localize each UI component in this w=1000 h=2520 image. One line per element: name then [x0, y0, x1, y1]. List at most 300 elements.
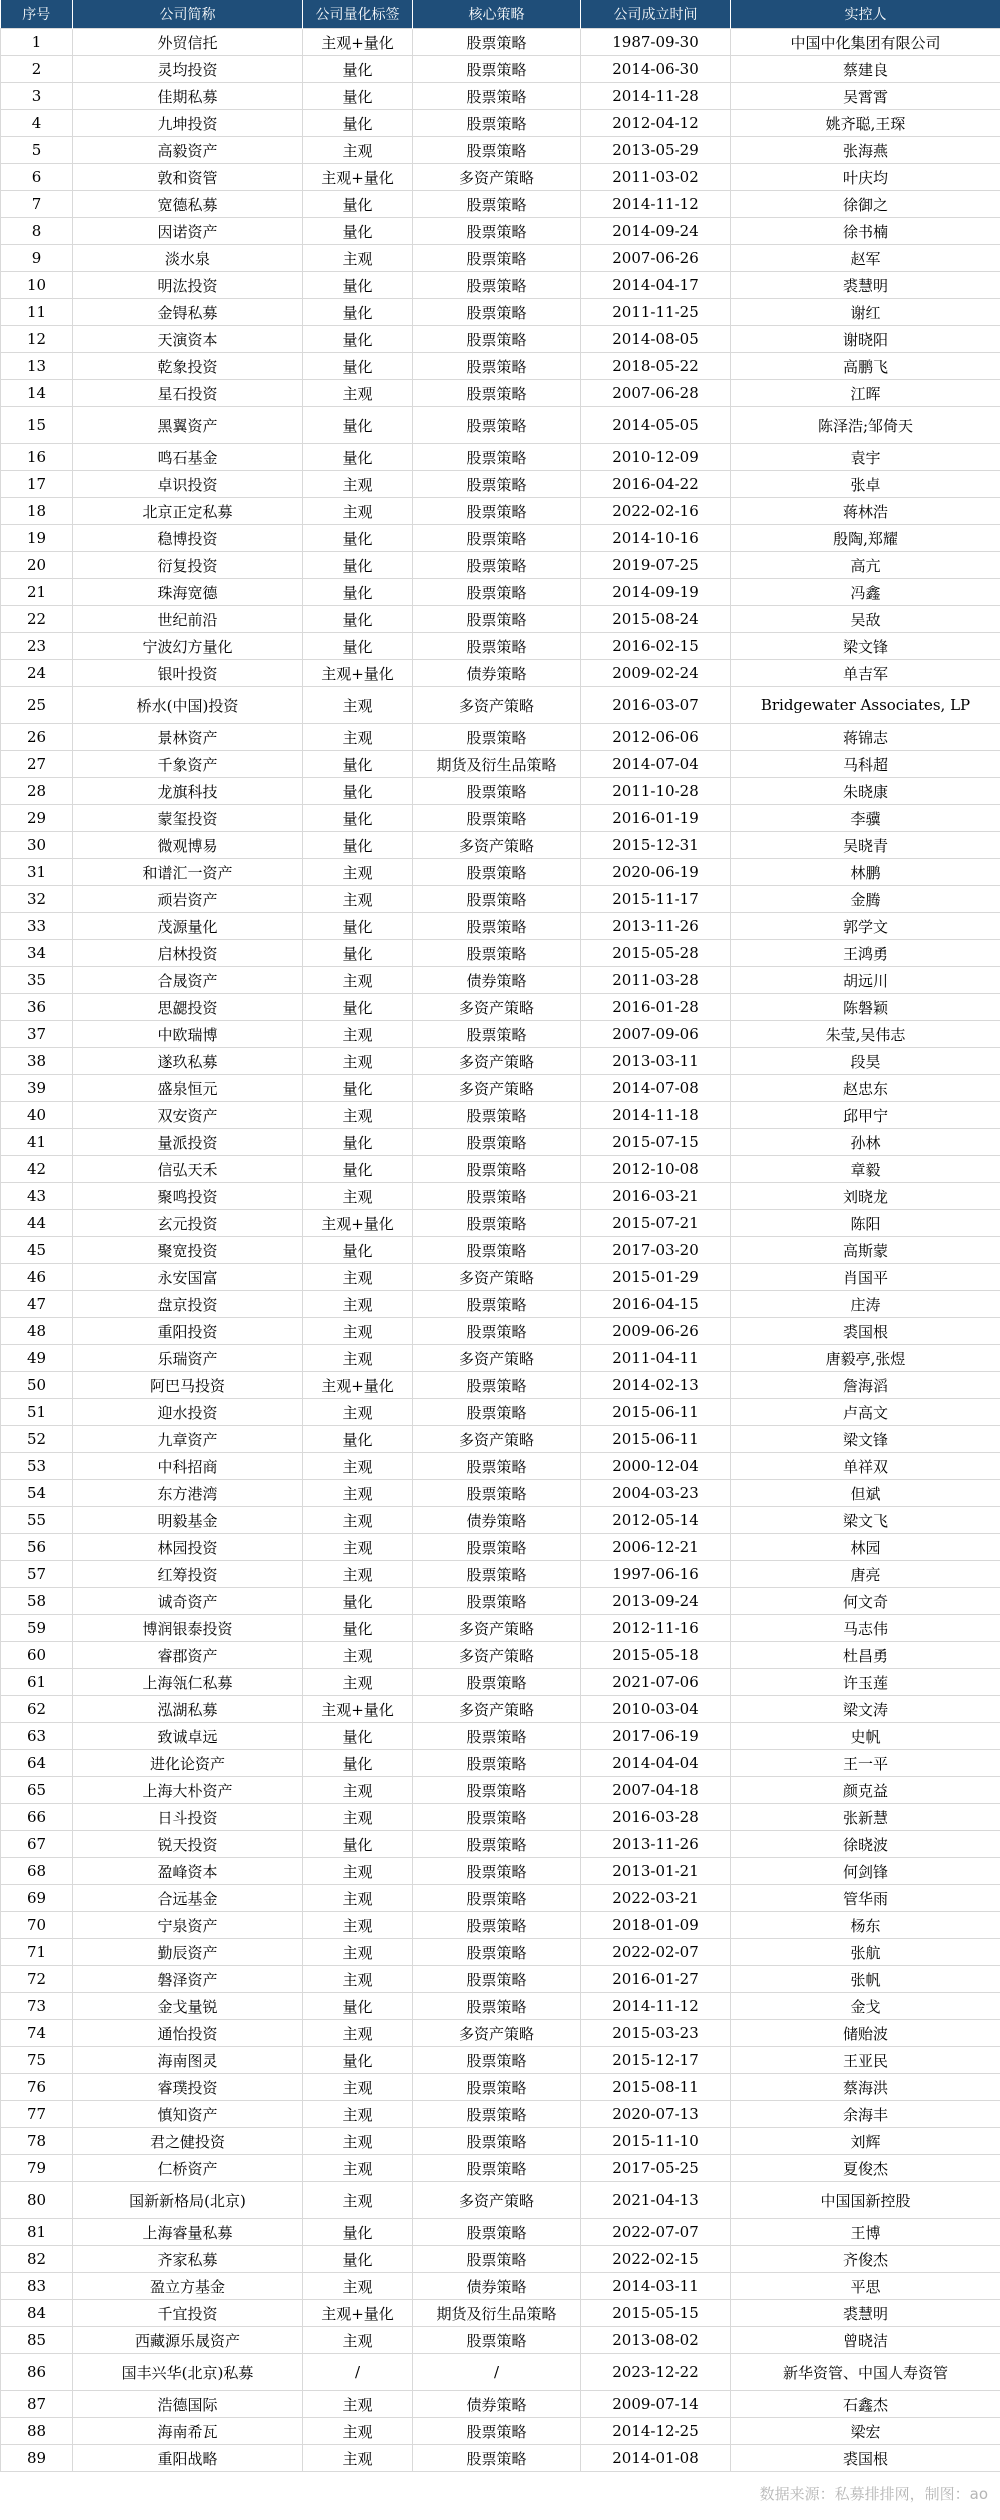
- cell-quant-tag: 量化: [303, 633, 413, 660]
- cell-controller: 单吉军: [731, 660, 1000, 687]
- cell-strategy: 多资产策略: [413, 994, 581, 1021]
- cell-quant-tag: 量化: [303, 2246, 413, 2273]
- cell-strategy: 股票策略: [413, 1210, 581, 1237]
- cell-controller: 杨东: [731, 1912, 1000, 1939]
- cell-company: 卓识投资: [73, 471, 303, 498]
- cell-quant-tag: 量化: [303, 1615, 413, 1642]
- cell-strategy: 多资产策略: [413, 164, 581, 191]
- cell-controller: 卢高文: [731, 1399, 1000, 1426]
- cell-quant-tag: 量化: [303, 326, 413, 353]
- cell-index: 59: [1, 1615, 73, 1642]
- cell-founded: 2015-05-18: [581, 1642, 731, 1669]
- cell-index: 24: [1, 660, 73, 687]
- table-row: [1, 1048, 1000, 1075]
- cell-index: 41: [1, 1129, 73, 1156]
- cell-strategy: 股票策略: [413, 2445, 581, 2472]
- cell-strategy: 股票策略: [413, 525, 581, 552]
- cell-quant-tag: 量化: [303, 1237, 413, 1264]
- cell-quant-tag: 量化: [303, 1588, 413, 1615]
- cell-index: 10: [1, 272, 73, 299]
- cell-company: 北京正定私募: [73, 498, 303, 525]
- cell-quant-tag: 主观: [303, 1453, 413, 1480]
- cell-quant-tag: 主观: [303, 1777, 413, 1804]
- table-row: [1, 1831, 1000, 1858]
- cell-quant-tag: 主观: [303, 1885, 413, 1912]
- cell-quant-tag: 主观: [303, 2155, 413, 2182]
- cell-quant-tag: 主观: [303, 2327, 413, 2354]
- table-row: [1, 525, 1000, 552]
- cell-controller: 何文奇: [731, 1588, 1000, 1615]
- cell-index: 34: [1, 940, 73, 967]
- cell-company: 盛泉恒元: [73, 1075, 303, 1102]
- cell-index: 37: [1, 1021, 73, 1048]
- cell-company: 诚奇资产: [73, 1588, 303, 1615]
- cell-company: 佳期私募: [73, 83, 303, 110]
- cell-founded: 2014-04-17: [581, 272, 731, 299]
- cell-strategy: 股票策略: [413, 353, 581, 380]
- cell-controller: 裘慧明: [731, 272, 1000, 299]
- cell-controller: 张新慧: [731, 1804, 1000, 1831]
- cell-controller: 唐毅亭,张煜: [731, 1345, 1000, 1372]
- cell-index: 61: [1, 1669, 73, 1696]
- cell-quant-tag: 主观: [303, 2418, 413, 2445]
- cell-index: 81: [1, 2219, 73, 2246]
- header-controller: 实控人: [731, 0, 1000, 29]
- table-row: [1, 1696, 1000, 1723]
- cell-controller: 蔡建良: [731, 56, 1000, 83]
- cell-quant-tag: 量化: [303, 940, 413, 967]
- cell-index: 26: [1, 724, 73, 751]
- cell-quant-tag: 主观+量化: [303, 164, 413, 191]
- table-row: [1, 2418, 1000, 2445]
- table-row: [1, 2246, 1000, 2273]
- cell-controller: 张卓: [731, 471, 1000, 498]
- cell-controller: 叶庆均: [731, 164, 1000, 191]
- cell-controller: 陈泽浩;邹倚天: [731, 407, 1000, 444]
- cell-strategy: 股票策略: [413, 1291, 581, 1318]
- cell-controller: 何剑锋: [731, 1858, 1000, 1885]
- cell-company: 君之健投资: [73, 2128, 303, 2155]
- cell-strategy: 股票策略: [413, 778, 581, 805]
- cell-founded: 2014-09-19: [581, 579, 731, 606]
- cell-founded: 2016-04-15: [581, 1291, 731, 1318]
- cell-strategy: 股票策略: [413, 1534, 581, 1561]
- table-row: [1, 1642, 1000, 1669]
- cell-index: 5: [1, 137, 73, 164]
- cell-strategy: 股票策略: [413, 940, 581, 967]
- cell-company: 量派投资: [73, 1129, 303, 1156]
- table-row: [1, 1561, 1000, 1588]
- cell-strategy: 股票策略: [413, 299, 581, 326]
- cell-quant-tag: 主观+量化: [303, 29, 413, 56]
- cell-controller: 许玉莲: [731, 1669, 1000, 1696]
- cell-founded: 2011-10-28: [581, 778, 731, 805]
- cell-quant-tag: 主观: [303, 724, 413, 751]
- cell-company: 合远基金: [73, 1885, 303, 1912]
- cell-founded: 2013-11-26: [581, 1831, 731, 1858]
- cell-quant-tag: 主观: [303, 1507, 413, 1534]
- cell-index: 89: [1, 2445, 73, 2472]
- cell-controller: 冯鑫: [731, 579, 1000, 606]
- cell-founded: 2014-07-04: [581, 751, 731, 778]
- cell-controller: 平思: [731, 2273, 1000, 2300]
- cell-index: 39: [1, 1075, 73, 1102]
- cell-controller: 朱晓康: [731, 778, 1000, 805]
- cell-strategy: 股票策略: [413, 137, 581, 164]
- cell-controller: 赵忠东: [731, 1075, 1000, 1102]
- cell-company: 千象资产: [73, 751, 303, 778]
- cell-founded: 2014-02-13: [581, 1372, 731, 1399]
- cell-founded: 2017-03-20: [581, 1237, 731, 1264]
- cell-index: 12: [1, 326, 73, 353]
- cell-controller: 梁文涛: [731, 1696, 1000, 1723]
- cell-company: 因诺资产: [73, 218, 303, 245]
- cell-quant-tag: 量化: [303, 1723, 413, 1750]
- cell-founded: 2007-06-26: [581, 245, 731, 272]
- cell-controller: 詹海滔: [731, 1372, 1000, 1399]
- cell-index: 66: [1, 1804, 73, 1831]
- cell-controller: 江晖: [731, 380, 1000, 407]
- cell-controller: 章毅: [731, 1156, 1000, 1183]
- cell-index: 22: [1, 606, 73, 633]
- cell-founded: 2018-05-22: [581, 353, 731, 380]
- cell-controller: 徐御之: [731, 191, 1000, 218]
- table-row: [1, 1210, 1000, 1237]
- cell-founded: 2016-03-07: [581, 687, 731, 724]
- cell-strategy: 股票策略: [413, 1156, 581, 1183]
- cell-company: 九章资产: [73, 1426, 303, 1453]
- cell-strategy: 股票策略: [413, 1804, 581, 1831]
- cell-quant-tag: 主观: [303, 2445, 413, 2472]
- cell-quant-tag: 主观: [303, 1912, 413, 1939]
- cell-index: 47: [1, 1291, 73, 1318]
- cell-controller: 姚齐聪,王琛: [731, 110, 1000, 137]
- cell-quant-tag: 主观: [303, 245, 413, 272]
- cell-quant-tag: 量化: [303, 832, 413, 859]
- cell-controller: 殷陶,郑耀: [731, 525, 1000, 552]
- cell-company: 景林资产: [73, 724, 303, 751]
- cell-founded: 2016-04-22: [581, 471, 731, 498]
- cell-company: 慎知资产: [73, 2101, 303, 2128]
- cell-company: 聚宽投资: [73, 1237, 303, 1264]
- cell-index: 82: [1, 2246, 73, 2273]
- cell-strategy: 债券策略: [413, 1507, 581, 1534]
- cell-founded: 2023-12-22: [581, 2354, 731, 2391]
- cell-index: 14: [1, 380, 73, 407]
- table-row: [1, 832, 1000, 859]
- cell-controller: 刘辉: [731, 2128, 1000, 2155]
- table-row: [1, 2327, 1000, 2354]
- cell-quant-tag: 主观: [303, 1642, 413, 1669]
- cell-index: 87: [1, 2391, 73, 2418]
- table-row: [1, 1966, 1000, 1993]
- cell-quant-tag: 量化: [303, 751, 413, 778]
- cell-company: 锐天投资: [73, 1831, 303, 1858]
- cell-quant-tag: 量化: [303, 110, 413, 137]
- cell-quant-tag: 主观: [303, 1021, 413, 1048]
- cell-controller: 林园: [731, 1534, 1000, 1561]
- cell-strategy: /: [413, 2354, 581, 2391]
- cell-founded: 2014-11-18: [581, 1102, 731, 1129]
- cell-controller: 新华资管、中国人寿资管: [731, 2354, 1000, 2391]
- cell-quant-tag: 主观: [303, 1939, 413, 1966]
- cell-founded: 1997-06-16: [581, 1561, 731, 1588]
- table-row: [1, 1507, 1000, 1534]
- cell-company: 金锝私募: [73, 299, 303, 326]
- table-row: [1, 326, 1000, 353]
- cell-company: 双安资产: [73, 1102, 303, 1129]
- cell-company: 永安国富: [73, 1264, 303, 1291]
- cell-quant-tag: 主观: [303, 1858, 413, 1885]
- cell-index: 55: [1, 1507, 73, 1534]
- cell-quant-tag: 量化: [303, 191, 413, 218]
- cell-quant-tag: 主观: [303, 1669, 413, 1696]
- cell-company: 聚鸣投资: [73, 1183, 303, 1210]
- cell-company: 宁波幻方量化: [73, 633, 303, 660]
- cell-founded: 2016-03-21: [581, 1183, 731, 1210]
- cell-founded: 2015-08-24: [581, 606, 731, 633]
- cell-company: 齐家私募: [73, 2246, 303, 2273]
- cell-quant-tag: 量化: [303, 1993, 413, 2020]
- table-row: [1, 245, 1000, 272]
- cell-founded: 2007-09-06: [581, 1021, 731, 1048]
- table-row: [1, 940, 1000, 967]
- cell-company: 中科招商: [73, 1453, 303, 1480]
- cell-founded: 2014-03-11: [581, 2273, 731, 2300]
- cell-controller: 金戈: [731, 1993, 1000, 2020]
- cell-founded: 2016-01-19: [581, 805, 731, 832]
- cell-founded: 2014-07-08: [581, 1075, 731, 1102]
- cell-index: 65: [1, 1777, 73, 1804]
- cell-strategy: 债券策略: [413, 660, 581, 687]
- cell-controller: 林鹏: [731, 859, 1000, 886]
- cell-company: 西藏源乐晟资产: [73, 2327, 303, 2354]
- cell-founded: 2016-01-28: [581, 994, 731, 1021]
- cell-strategy: 股票策略: [413, 1723, 581, 1750]
- cell-controller: 中国中化集团有限公司: [731, 29, 1000, 56]
- table-row: [1, 1399, 1000, 1426]
- cell-quant-tag: 量化: [303, 778, 413, 805]
- cell-founded: 2010-03-04: [581, 1696, 731, 1723]
- cell-founded: 2000-12-04: [581, 1453, 731, 1480]
- cell-quant-tag: 主观: [303, 471, 413, 498]
- cell-index: 21: [1, 579, 73, 606]
- cell-founded: 2011-03-02: [581, 164, 731, 191]
- cell-founded: 2014-08-05: [581, 326, 731, 353]
- cell-strategy: 股票策略: [413, 2128, 581, 2155]
- cell-founded: 1987-09-30: [581, 29, 731, 56]
- cell-strategy: 多资产策略: [413, 2182, 581, 2219]
- cell-founded: 2007-06-28: [581, 380, 731, 407]
- cell-controller: 谢红: [731, 299, 1000, 326]
- cell-strategy: 股票策略: [413, 2074, 581, 2101]
- cell-quant-tag: 主观: [303, 967, 413, 994]
- cell-index: 29: [1, 805, 73, 832]
- cell-index: 27: [1, 751, 73, 778]
- cell-index: 30: [1, 832, 73, 859]
- table-row: [1, 1723, 1000, 1750]
- cell-quant-tag: 量化: [303, 218, 413, 245]
- cell-strategy: 股票策略: [413, 552, 581, 579]
- cell-quant-tag: 量化: [303, 2047, 413, 2074]
- cell-founded: 2015-11-17: [581, 886, 731, 913]
- cell-strategy: 债券策略: [413, 2273, 581, 2300]
- cell-founded: 2009-07-14: [581, 2391, 731, 2418]
- cell-founded: 2014-09-24: [581, 218, 731, 245]
- cell-company: 进化论资产: [73, 1750, 303, 1777]
- cell-strategy: 多资产策略: [413, 1642, 581, 1669]
- cell-index: 31: [1, 859, 73, 886]
- table-row: [1, 1156, 1000, 1183]
- cell-strategy: 股票策略: [413, 1372, 581, 1399]
- cell-company: 仁桥资产: [73, 2155, 303, 2182]
- table-row: [1, 660, 1000, 687]
- cell-quant-tag: 主观: [303, 380, 413, 407]
- cell-founded: 2009-02-24: [581, 660, 731, 687]
- cell-quant-tag: 主观: [303, 1183, 413, 1210]
- cell-company: 东方港湾: [73, 1480, 303, 1507]
- cell-quant-tag: 主观: [303, 1102, 413, 1129]
- table-row: [1, 471, 1000, 498]
- cell-index: 69: [1, 1885, 73, 1912]
- table-row: [1, 633, 1000, 660]
- cell-quant-tag: 量化: [303, 1156, 413, 1183]
- cell-company: 淡水泉: [73, 245, 303, 272]
- table-row: [1, 1237, 1000, 1264]
- cell-founded: 2012-11-16: [581, 1615, 731, 1642]
- cell-strategy: 股票策略: [413, 1966, 581, 1993]
- cell-quant-tag: 量化: [303, 552, 413, 579]
- table-row: [1, 353, 1000, 380]
- cell-controller: 余海丰: [731, 2101, 1000, 2128]
- cell-founded: 2017-06-19: [581, 1723, 731, 1750]
- cell-company: 微观博易: [73, 832, 303, 859]
- cell-index: 8: [1, 218, 73, 245]
- cell-controller: 郭学文: [731, 913, 1000, 940]
- cell-quant-tag: 量化: [303, 83, 413, 110]
- table-row: [1, 579, 1000, 606]
- cell-index: 46: [1, 1264, 73, 1291]
- cell-controller: 但斌: [731, 1480, 1000, 1507]
- table-row: [1, 1021, 1000, 1048]
- cell-quant-tag: 量化: [303, 1129, 413, 1156]
- cell-index: 88: [1, 2418, 73, 2445]
- cell-company: 睿郡资产: [73, 1642, 303, 1669]
- cell-quant-tag: 量化: [303, 805, 413, 832]
- cell-index: 4: [1, 110, 73, 137]
- cell-controller: 马科超: [731, 751, 1000, 778]
- cell-founded: 2014-04-04: [581, 1750, 731, 1777]
- cell-company: 睿璞投资: [73, 2074, 303, 2101]
- cell-strategy: 股票策略: [413, 1318, 581, 1345]
- cell-index: 28: [1, 778, 73, 805]
- cell-strategy: 股票策略: [413, 1777, 581, 1804]
- cell-controller: 肖国平: [731, 1264, 1000, 1291]
- cell-index: 18: [1, 498, 73, 525]
- cell-strategy: 股票策略: [413, 326, 581, 353]
- cell-index: 49: [1, 1345, 73, 1372]
- table-row: [1, 272, 1000, 299]
- cell-strategy: 股票策略: [413, 2246, 581, 2273]
- table-row: [1, 913, 1000, 940]
- cell-strategy: 股票策略: [413, 1129, 581, 1156]
- cell-strategy: 股票策略: [413, 2101, 581, 2128]
- cell-controller: 王亚民: [731, 2047, 1000, 2074]
- table-row: [1, 2273, 1000, 2300]
- cell-index: 83: [1, 2273, 73, 2300]
- cell-company: 阿巴马投资: [73, 1372, 303, 1399]
- cell-founded: 2014-11-28: [581, 83, 731, 110]
- cell-index: 62: [1, 1696, 73, 1723]
- cell-strategy: 股票策略: [413, 2047, 581, 2074]
- table-row: [1, 1750, 1000, 1777]
- cell-strategy: 股票策略: [413, 606, 581, 633]
- table-row: [1, 2391, 1000, 2418]
- cell-company: 上海瓴仁私募: [73, 1669, 303, 1696]
- cell-controller: 朱莹,吴伟志: [731, 1021, 1000, 1048]
- cell-company: 勤辰资产: [73, 1939, 303, 1966]
- cell-strategy: 股票策略: [413, 245, 581, 272]
- table-row: [1, 1588, 1000, 1615]
- cell-company: 盈峰资本: [73, 1858, 303, 1885]
- cell-controller: 曾晓洁: [731, 2327, 1000, 2354]
- cell-controller: 管华雨: [731, 1885, 1000, 1912]
- cell-founded: 2012-05-14: [581, 1507, 731, 1534]
- cell-company: 九坤投资: [73, 110, 303, 137]
- cell-controller: 夏俊杰: [731, 2155, 1000, 2182]
- cell-index: 67: [1, 1831, 73, 1858]
- cell-founded: 2019-07-25: [581, 552, 731, 579]
- cell-controller: 蒋林浩: [731, 498, 1000, 525]
- cell-company: 海南希瓦: [73, 2418, 303, 2445]
- table-row: [1, 859, 1000, 886]
- cell-founded: 2004-03-23: [581, 1480, 731, 1507]
- cell-company: 启林投资: [73, 940, 303, 967]
- cell-controller: 马志伟: [731, 1615, 1000, 1642]
- cell-company: 林园投资: [73, 1534, 303, 1561]
- cell-founded: 2021-07-06: [581, 1669, 731, 1696]
- cell-strategy: 股票策略: [413, 2327, 581, 2354]
- table-body: [1, 29, 1000, 2472]
- header-quant-tag: 公司量化标签: [303, 0, 413, 29]
- table-row: [1, 2155, 1000, 2182]
- cell-controller: Bridgewater Associates, LP: [731, 687, 1000, 724]
- cell-founded: 2013-01-21: [581, 1858, 731, 1885]
- cell-strategy: 股票策略: [413, 498, 581, 525]
- cell-company: 上海睿量私募: [73, 2219, 303, 2246]
- cell-controller: 李骥: [731, 805, 1000, 832]
- cell-index: 75: [1, 2047, 73, 2074]
- table-row: [1, 218, 1000, 245]
- table-row: [1, 751, 1000, 778]
- cell-company: 衍复投资: [73, 552, 303, 579]
- cell-index: 16: [1, 444, 73, 471]
- table-row: [1, 1534, 1000, 1561]
- cell-quant-tag: 主观: [303, 2391, 413, 2418]
- cell-controller: 张海燕: [731, 137, 1000, 164]
- cell-founded: 2013-11-26: [581, 913, 731, 940]
- cell-quant-tag: 量化: [303, 1075, 413, 1102]
- cell-index: 13: [1, 353, 73, 380]
- cell-founded: 2020-06-19: [581, 859, 731, 886]
- table-row: [1, 1264, 1000, 1291]
- cell-founded: 2015-08-11: [581, 2074, 731, 2101]
- cell-company: 通怡投资: [73, 2020, 303, 2047]
- cell-founded: 2014-01-08: [581, 2445, 731, 2472]
- cell-company: 信弘天禾: [73, 1156, 303, 1183]
- cell-company: 顽岩资产: [73, 886, 303, 913]
- cell-founded: 2020-07-13: [581, 2101, 731, 2128]
